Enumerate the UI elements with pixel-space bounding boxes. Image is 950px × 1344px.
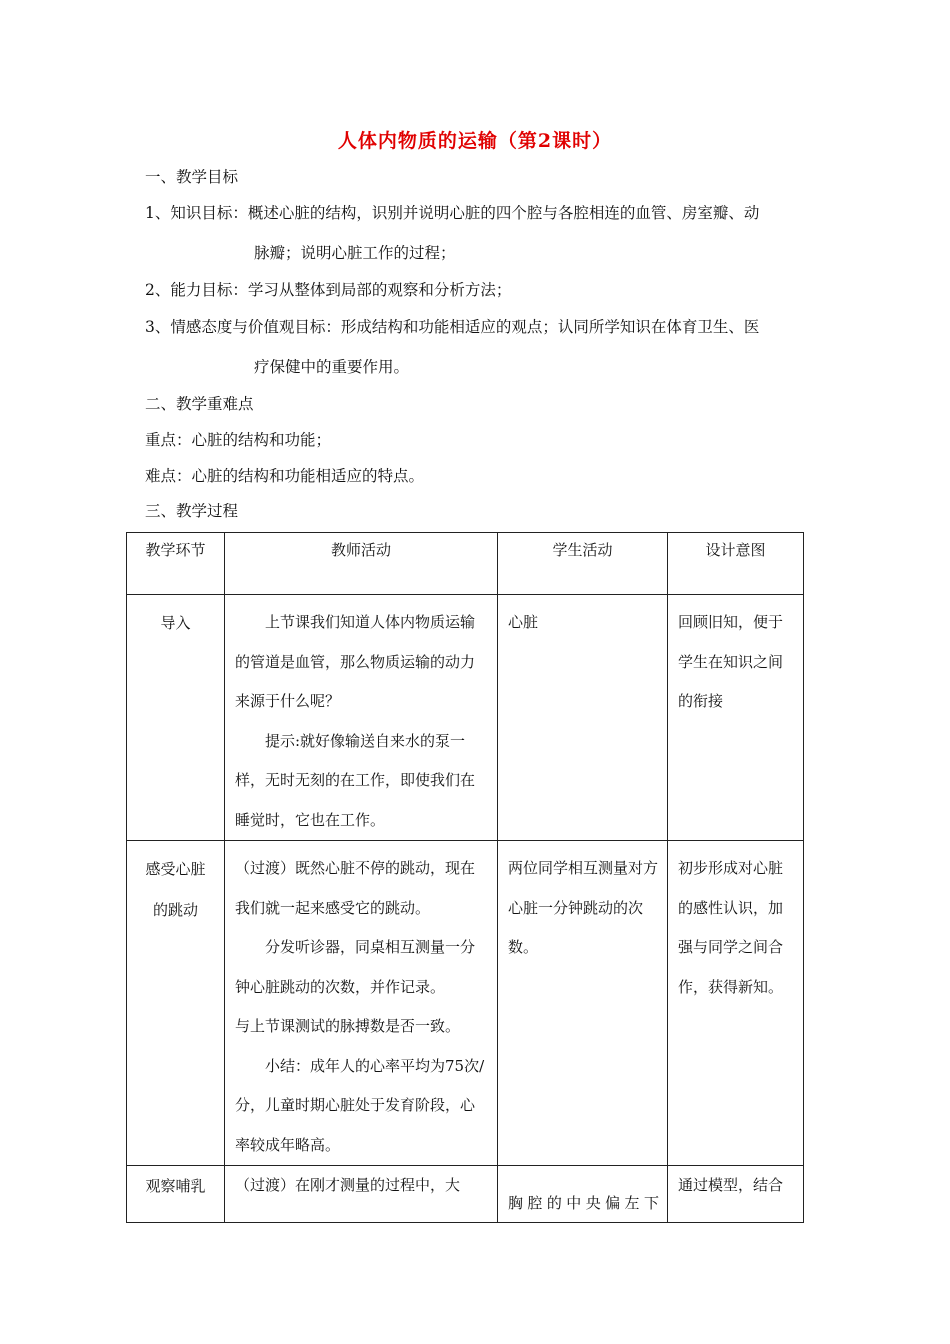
objective-attitude: 3、情感态度与价值观目标：形成结构和功能相适应的观点；认同所学知识在体育卫生、医 xyxy=(145,318,760,336)
teacher-cell xyxy=(225,595,498,841)
stage-cell xyxy=(127,1166,225,1223)
stage-label: 感受心脏 xyxy=(145,860,206,878)
stage-label: 观察哺乳 xyxy=(145,1177,206,1195)
student-text: 胸腔的中央偏左下 xyxy=(508,1194,659,1212)
student-cell: 心脏 xyxy=(498,595,668,841)
teacher-paragraph: 上节课我们知道人体内物质运输的管道是血管，那么物质运输的动力来源于什么呢？ xyxy=(235,613,476,710)
stage-cell xyxy=(127,595,225,841)
stage-label: 导入 xyxy=(160,614,191,632)
intent-cell: 通过模型，结合 xyxy=(668,1166,804,1223)
teacher-paragraph: 小结：成年人的心率平均为75次/分，儿童时期心脏处于发育阶段，心率较成年略高。 xyxy=(235,1056,485,1154)
intent-cell: 初步形成对心脏的感性认识，加强与同学之间合作，获得新知。 xyxy=(668,841,804,1166)
teacher-paragraph: （过渡）既然心脏不停的跳动，现在我们就一起来感受它的跳动。 xyxy=(235,859,476,917)
table-row xyxy=(127,1166,804,1223)
table-row xyxy=(127,841,804,1166)
page-title: 人体内物质的运输（第2课时） xyxy=(337,130,613,152)
process-heading: 三、教学过程 xyxy=(145,502,239,520)
header-intent: 设计意图 xyxy=(668,533,804,595)
objective-attitude-cont: 疗保健中的重要作用。 xyxy=(254,358,410,376)
key-point: 重点：心脏的结构和功能； xyxy=(145,431,332,449)
objective-knowledge: 1、知识目标：概述心脏的结构，识别并说明心脏的四个腔与各腔相连的血管、房室瓣、动 xyxy=(145,204,760,222)
objective-ability: 2、能力目标：学习从整体到局部的观察和分析方法； xyxy=(145,281,512,299)
stage-cell xyxy=(127,841,225,1166)
teacher-cell xyxy=(225,1166,498,1223)
student-cell xyxy=(498,1166,668,1223)
keypoints-heading: 二、教学重难点 xyxy=(145,395,254,413)
objectives-heading: 一、教学目标 xyxy=(145,168,239,186)
teacher-paragraph: 提示:就好像输送自来水的泵一样，无时无刻的在工作，即使我们在睡觉时，它也在工作。 xyxy=(235,731,476,829)
teacher-paragraph: （过渡）在刚才测量的过程中，大 xyxy=(235,1176,461,1194)
table-header-row xyxy=(127,533,804,595)
table-row xyxy=(127,595,804,841)
student-cell: 两位同学相互测量对方心脏一分钟跳动的次数。 xyxy=(498,841,668,1166)
header-teacher: 教师活动 xyxy=(225,533,498,595)
teacher-paragraph: 与上节课测试的脉搏数是否一致。 xyxy=(235,1017,461,1035)
objective-knowledge-cont: 脉瓣；说明心脏工作的过程； xyxy=(254,244,456,262)
teacher-paragraph: 分发听诊器，同桌相互测量一分钟心脏跳动的次数，并作记录。 xyxy=(235,938,476,996)
difficult-point: 难点：心脏的结构和功能相适应的特点。 xyxy=(145,467,425,485)
teaching-process-table xyxy=(126,532,804,1223)
stage-label: 的跳动 xyxy=(152,901,198,919)
header-stage: 教学环节 xyxy=(127,533,225,595)
intent-cell: 回顾旧知，便于学生在知识之间的衔接 xyxy=(668,595,804,841)
header-student: 学生活动 xyxy=(498,533,668,595)
teacher-cell xyxy=(225,841,498,1166)
